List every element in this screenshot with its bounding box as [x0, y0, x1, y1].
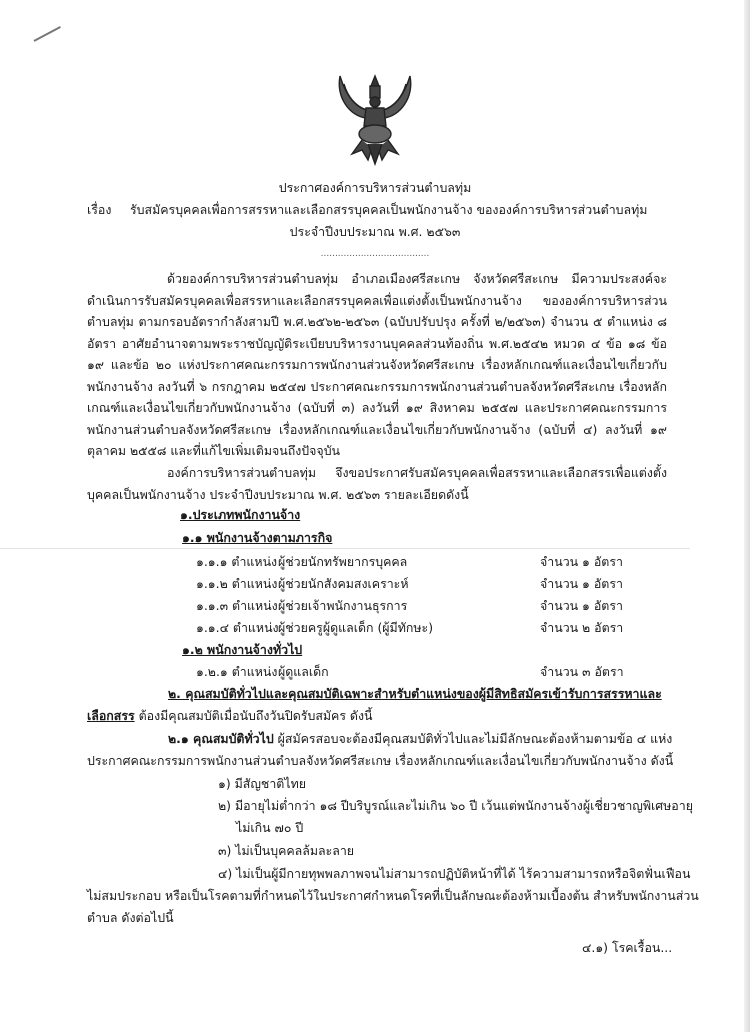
section-2-1-line2: ประกาศคณะกรรมการพนักงานส่วนตำบลจังหวัดศรีสะเกษ เรื่องหลักเกณฑ์และเงื่อนไขเกี่ยวกับพนักงานจ้าง ดังนี้ — [87, 753, 674, 768]
qualification-item-2: ๒) มีอายุไม่ต่ำกว่า ๑๘ ปีบริบูรณ์และไม่เกิน ๖๐ ปี เว้นแต่พนักงานจ้างผู้เชี่ยวชาญพิเศษอายุ — [218, 798, 693, 813]
position-quantity: จำนวน ๑ อัตรา — [540, 598, 623, 613]
section-2-1-label: ๒.๑ คุณสมบัติทั่วไป — [168, 731, 274, 746]
intro-paragraph — [87, 268, 667, 462]
section-2-heading: ๒. คุณสมบัติทั่วไปและคุณสมบัติเฉพาะสำหรับตำแหน่งของผู้มีสิทธิสมัครเข้ารับการสรรหาและ — [168, 686, 662, 701]
position-code: ๑.๑.๓ ตำแหน่ง — [196, 598, 278, 613]
position-quantity: จำนวน ๓ อัตรา — [540, 664, 624, 679]
subject-text: รับสมัครบุคคลเพื่อการสรรหาและเลือกสรรบุคคลเป็นพนักงานจ้าง ขององค์การบริหารส่วนตำบลทุ่ม — [130, 202, 648, 217]
position-title: ผู้ดูแลเด็ก — [278, 664, 329, 679]
section-2-heading-line2 — [87, 708, 373, 724]
section-1-2-heading: ๑.๒ พนักงานจ้างทั่วไป — [182, 642, 303, 657]
position-title: ผู้ช่วยครูผู้ดูแลเด็ก (ผู้มีทักษะ) — [278, 620, 434, 635]
qualification-item-4-cont2: ตำบล ดังต่อไปนี้ — [87, 910, 174, 925]
position-quantity: จำนวน ๑ อัตรา — [540, 554, 623, 569]
position-code: ๑.๑.๒ ตำแหน่ง — [196, 576, 278, 591]
section-2-heading-rest: ต้องมีคุณสมบัติเมื่อนับถึงวันปิดรับสมัคร ดังนี้ — [134, 708, 373, 723]
subject-label: เรื่อง — [87, 202, 112, 217]
intro-paragraph-text: ด้วยองค์การบริหารส่วนตำบลทุ่ม อำเภอเมืองศรีสะเกษ จังหวัดศรีสะเกษ มีความประสงค์จะดำเนินการรับสมัครบุคคลเพื่อสรรหาและเลือกสรรบุคคลเพื่อแต่งตั้งเป็นพนักงานจ้าง ขององค์การบริหารส่วนตำบลทุ่ม ตามกรอบอัตรากำลังสามปี พ.ศ.๒๕๖๒-๒๕๖๓ (ฉบับปรับปรุง ครั้งที่ ๒/๒๕๖๓) จำนวน ๕ ตำแหน่ง ๘ อัตรา อาศัยอำนาจตามพระราชบัญญัติระเบียบบริหารงานบุคคลส่วนท้องถิ่น พ.ศ.๒๕๔๒ หมวด ๔ ข้อ ๑๘ ข้อ ๑๙ และข้อ ๒๐ แห่งประกาศคณะกรรมการพนักงานส่วนจังหวัดศรีสะเกษ เรื่องหลักเกณฑ์และเงื่อนไขเกี่ยวกับพนักงานจ้าง ลงวันที่ ๖ กรกฎาคม ๒๕๔๗ ประกาศคณะกรรมการพนักงานส่วนตำบลจังหวัดศรีสะเกษ เรื่องหลักเกณฑ์และเงื่อนไขเกี่ยวกับพนักงานจ้าง (ฉบับที่ ๓) ลงวันที่ ๑๙ สิงหาคม ๒๕๕๗ และประกาศคณะกรรมการพนักงานส่วนตำบลจังหวัดศรีสะเกษ เรื่องหลักเกณฑ์และเงื่อนไขเกี่ยวกับพนักงานจ้าง (ฉบับที่ ๔) ลงวันที่ ๑๙ ตุลาคม ๒๕๕๘ และที่แก้ไขเพิ่มเติมจนถึงปัจจุบัน — [87, 271, 667, 458]
header-separator: ...................................... — [320, 249, 430, 259]
section-1-1-heading: ๑.๑ พนักงานจ้างตามภารกิจ — [182, 530, 333, 545]
position-code: ๑.๑.๑ ตำแหน่ง — [196, 554, 278, 569]
position-code: ๑.๑.๔ ตำแหน่ง — [196, 620, 279, 635]
announcement-title: ประกาศองค์การบริหารส่วนตำบลทุ่ม — [278, 180, 472, 195]
qualification-item-4: ๔) ไม่เป็นผู้มีกายทุพพลภาพจนไม่สามารถปฏิบัติหน้าที่ได้ ไร้ความสามารถหรือจิตฟั่นเฟือน — [218, 866, 691, 881]
qualification-item-2-cont: ไม่เกิน ๗๐ ปี — [236, 820, 304, 835]
section-1-heading: ๑.ประเภทพนักงานจ้าง — [180, 507, 301, 522]
position-quantity: จำนวน ๑ อัตรา — [540, 576, 623, 591]
qualification-item-1: ๑) มีสัญชาติไทย — [218, 776, 306, 791]
position-code: ๑.๒.๑ ตำแหน่ง — [196, 664, 278, 679]
fiscal-year: ประจำปีงบประมาณ พ.ศ. ๒๕๖๓ — [289, 224, 461, 239]
position-title: ผู้ช่วยเจ้าพนักงานธุรการ — [278, 598, 408, 613]
section-2-1-text: ผู้สมัครสอบจะต้องมีคุณสมบัติทั่วไปและไม่มีลักษณะต้องห้ามตามข้อ ๔ แห่ง — [273, 731, 673, 746]
qualification-item-3: ๓) ไม่เป็นบุคคลล้มละลาย — [218, 843, 355, 858]
scan-artifact-line — [0, 548, 690, 549]
position-title: ผู้ช่วยนักทรัพยากรบุคคล — [278, 554, 408, 569]
intro-paragraph-2-text: องค์การบริหารส่วนตำบลทุ่ม จึงขอประกาศรับสมัครบุคคลเพื่อสรรหาและเลือกสรรเพื่อแต่งตั้งบุคคลเป็นพนักงานจ้าง ประจำปีงบประมาณ พ.ศ. ๒๕๖๓ รายละเอียดดังนี้ — [87, 465, 667, 502]
pen-mark — [34, 26, 61, 42]
section-2-1-line1 — [168, 731, 672, 747]
section-2-heading-underlined: เลือกสรร — [87, 708, 135, 723]
scan-edge — [744, 0, 750, 1032]
garuda-emblem-icon — [332, 68, 418, 168]
position-quantity: จำนวน ๒ อัตรา — [540, 620, 624, 635]
position-title: ผู้ช่วยนักสังคมสงเคราะห์ — [278, 576, 409, 591]
continuation-note: ๔.๑) โรคเรื้อน... — [582, 940, 673, 955]
qualification-item-4-cont: ไม่สมประกอบ หรือเป็นโรคตามที่กำหนดไว้ในประกาศกำหนดโรคที่เป็นลักษณะต้องห้ามเบื้องต้น สำหรับพนักงานส่วน — [87, 888, 699, 903]
intro-paragraph-2 — [87, 462, 667, 505]
